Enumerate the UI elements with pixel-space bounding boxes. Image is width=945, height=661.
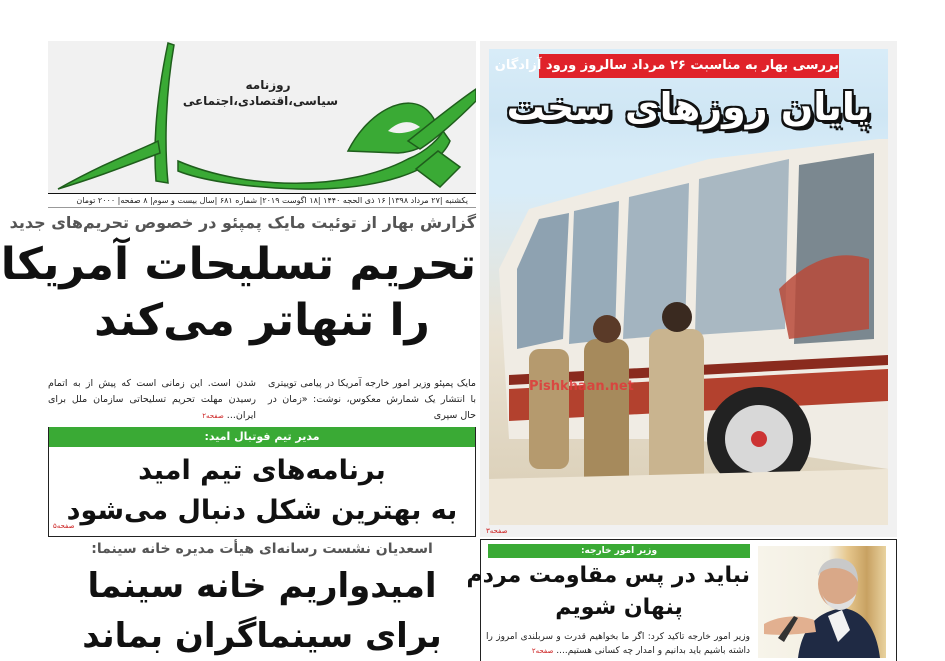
omid-headline-line2: به بهترین شکل دنبال می‌شود xyxy=(66,495,458,526)
omid-headline-line1: برنامه‌های تیم امید xyxy=(138,455,386,486)
page-ref-link[interactable]: صفحه۵ xyxy=(53,522,75,530)
page-ref-link[interactable]: صفحه۲ xyxy=(531,647,554,655)
photo-story-headline: پایان روزهای سخت xyxy=(506,85,871,129)
lead-column-right: مایک پمپئو وزیر امور خارجه آمریکا در پیامی توییتری با انتشار یک شمارش معکوس، نوشت: «زمان در حال سپری xyxy=(268,378,476,421)
zarif-story-kicker: وزیر امور خارجه: xyxy=(488,544,750,558)
zarif-headline-line1: نباید در پس مقاومت مردم xyxy=(466,563,750,588)
omid-story-kicker: مدیر تیم فوتبال امید: xyxy=(49,427,475,447)
main-story-lead xyxy=(48,376,476,426)
zarif-lead-text: وزیر امور خارجه تاکید کرد: اگر ما بخواهیم قدرت و سربلندی امروز را داشته باشیم باید بدانیم و امدار چه کسانی هستیم.... xyxy=(486,632,750,656)
zarif-portrait-photo xyxy=(758,546,886,658)
photo-story[interactable] xyxy=(480,41,897,537)
newspaper-front-page xyxy=(0,41,897,661)
main-story-headline[interactable] xyxy=(0,237,476,349)
dateline: یکشنبه |۲۷ مرداد ۱۳۹۸| ۱۶ ذی الحجه ۱۴۴۰ |۱۸ اگوست ۲۰۱۹| شماره ۶۸۱ |سال بیست و سوم| ۸ صفحه| ۲۰۰۰ تومان xyxy=(48,193,476,208)
main-story-kicker: گزارش بهار از توئیت مایک پمپئو در خصوص تحریم‌های جدید xyxy=(9,213,476,232)
bus-illustration-icon xyxy=(489,139,888,525)
omid-team-story[interactable] xyxy=(48,427,476,537)
bahar-logo-icon xyxy=(48,41,476,193)
omid-story-headline xyxy=(49,451,475,531)
page-ref-link[interactable]: صفحه۲ xyxy=(202,412,224,420)
page-ref-link[interactable]: صفحه۳ xyxy=(486,527,508,535)
right-column xyxy=(466,41,897,661)
tagline-line2: سیاسی،اقتصادی،اجتماعی xyxy=(182,94,338,108)
cinema-story-headline[interactable] xyxy=(48,561,476,661)
cinema-headline-line2: برای سینماگران بماند xyxy=(82,616,442,656)
lead-column-left xyxy=(48,376,256,424)
main-headline-line1: تحریم تسلیحات آمریکا xyxy=(0,239,476,290)
lead-column-left-text: شدن است. این زمانی است که پیش از به اتمام رسیدن مهلت تحریم تسلیحاتی سازمان ملل برای ایران... xyxy=(48,378,256,421)
zarif-story[interactable] xyxy=(466,539,897,661)
masthead xyxy=(48,41,476,193)
speaker-portrait-icon xyxy=(758,546,886,658)
masthead-tagline xyxy=(182,77,338,109)
zarif-story-headline xyxy=(466,560,750,624)
left-column xyxy=(0,41,476,661)
watermark: Pishkhaan.net xyxy=(529,379,634,394)
main-headline-line2: را تنهاتر می‌کند xyxy=(94,295,430,346)
zarif-story-lead xyxy=(486,630,750,658)
cinema-story-kicker: اسعدیان نشست رسانه‌ای هیأت مدیره خانه سینما: xyxy=(91,541,433,557)
tagline-line1: روزنامه xyxy=(245,78,291,92)
cinema-headline-line1: امیدواریم خانه سینما xyxy=(87,566,437,606)
freed-pows-bus-photo xyxy=(489,49,888,525)
zarif-headline-line2: پنهان شویم xyxy=(555,595,683,620)
photo-story-banner: بررسی بهار به مناسبت ۲۶ مرداد سالروز ورود آزادگان xyxy=(539,54,839,78)
